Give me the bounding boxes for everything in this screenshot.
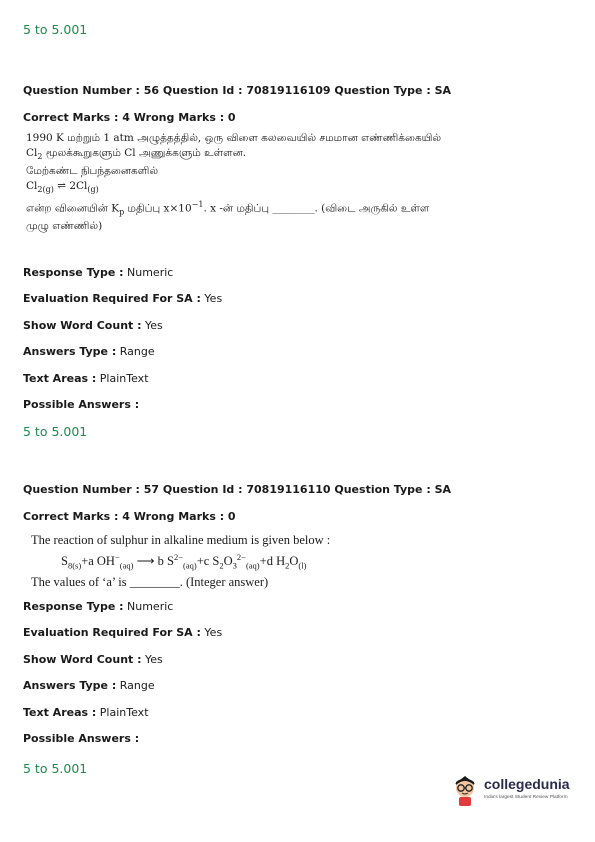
text-areas: Text Areas : PlainText <box>23 705 149 719</box>
response-type: Response Type : Numeric <box>23 265 174 279</box>
collegedunia-logo <box>450 770 580 810</box>
possible-answer: 5 to 5.001 <box>23 424 88 439</box>
possible-answer: 5 to 5.001 <box>23 761 88 776</box>
question-marks: Correct Marks : 4 Wrong Marks : 0 <box>23 509 236 523</box>
answers-type: Answers Type : Range <box>23 345 155 358</box>
question-header: Question Number : 56 Question Id : 70819116109 Question Type : SA <box>23 84 452 97</box>
evaluation-required: Evaluation Required For SA : Yes <box>23 292 223 305</box>
answers-type: Answers Type : Range <box>23 679 155 692</box>
text-areas: Text Areas : PlainText <box>23 371 149 385</box>
question-text: The reaction of sulphur in alkaline medium is given below : $S_{8(s)}+a$ $OH^-_{(aq)}$ ⟶ b $S^{2-}_{(aq)}+c$ $S_2O_3^{2-}_{(aq)}+d$ $H_2O_{(l)}$ The values of ‘a’ is ________. (Integer answer) <box>23 532 583 600</box>
reaction-equation: $S_{8(s)}+a$ $OH^-_{(aq)}$ ⟶ b $S^{2-}_{(aq)}+c$ $S_2O_3^{2-}_{(aq)}+d$ $H_2O_{(l)}$ <box>61 551 307 571</box>
question-marks: Correct Marks : 4 Wrong Marks : 0 <box>23 110 236 124</box>
evaluation-required: Evaluation Required For SA : Yes <box>23 626 223 639</box>
show-word-count: Show Word Count : Yes <box>23 652 163 666</box>
show-word-count: Show Word Count : Yes <box>23 318 163 332</box>
response-type: Response Type : Numeric <box>23 599 174 613</box>
logo-tagline: India's largest Student Review Platform <box>484 795 568 800</box>
mascot-icon <box>450 772 480 808</box>
logo-name: collegedunia <box>484 776 570 792</box>
previous-answer: 5 to 5.001 <box>23 22 88 37</box>
possible-answers-label: Possible Answers : <box>23 398 140 411</box>
question-header: Question Number : 57 Question Id : 70819116110 Question Type : SA <box>23 483 452 496</box>
question-57 <box>23 483 583 759</box>
question-56 <box>23 84 583 425</box>
question-text: 1990 K மற்றும் 1 atm அழுத்தத்தில், ஒரு விளை கலவையில் சமமான எண்ணிக்கையில் $Cl_2$ மூலக்கூறுகளும் Cl அணுக்களும் உள்ளன. மேற்கண்ட நிபந்தனைகளில் $Cl_{2(g)}$ ⇌ $2Cl_{(g)}$ என்ற வினையின் $K_p$ மதிப்பு $x\times 10^{-1}$. x -ன் மதிப்பு ________. (விடை அருகில் உள்ள முழு எண்ணில்) <box>26 131 442 233</box>
possible-answers-label: Possible Answers : <box>23 732 140 745</box>
